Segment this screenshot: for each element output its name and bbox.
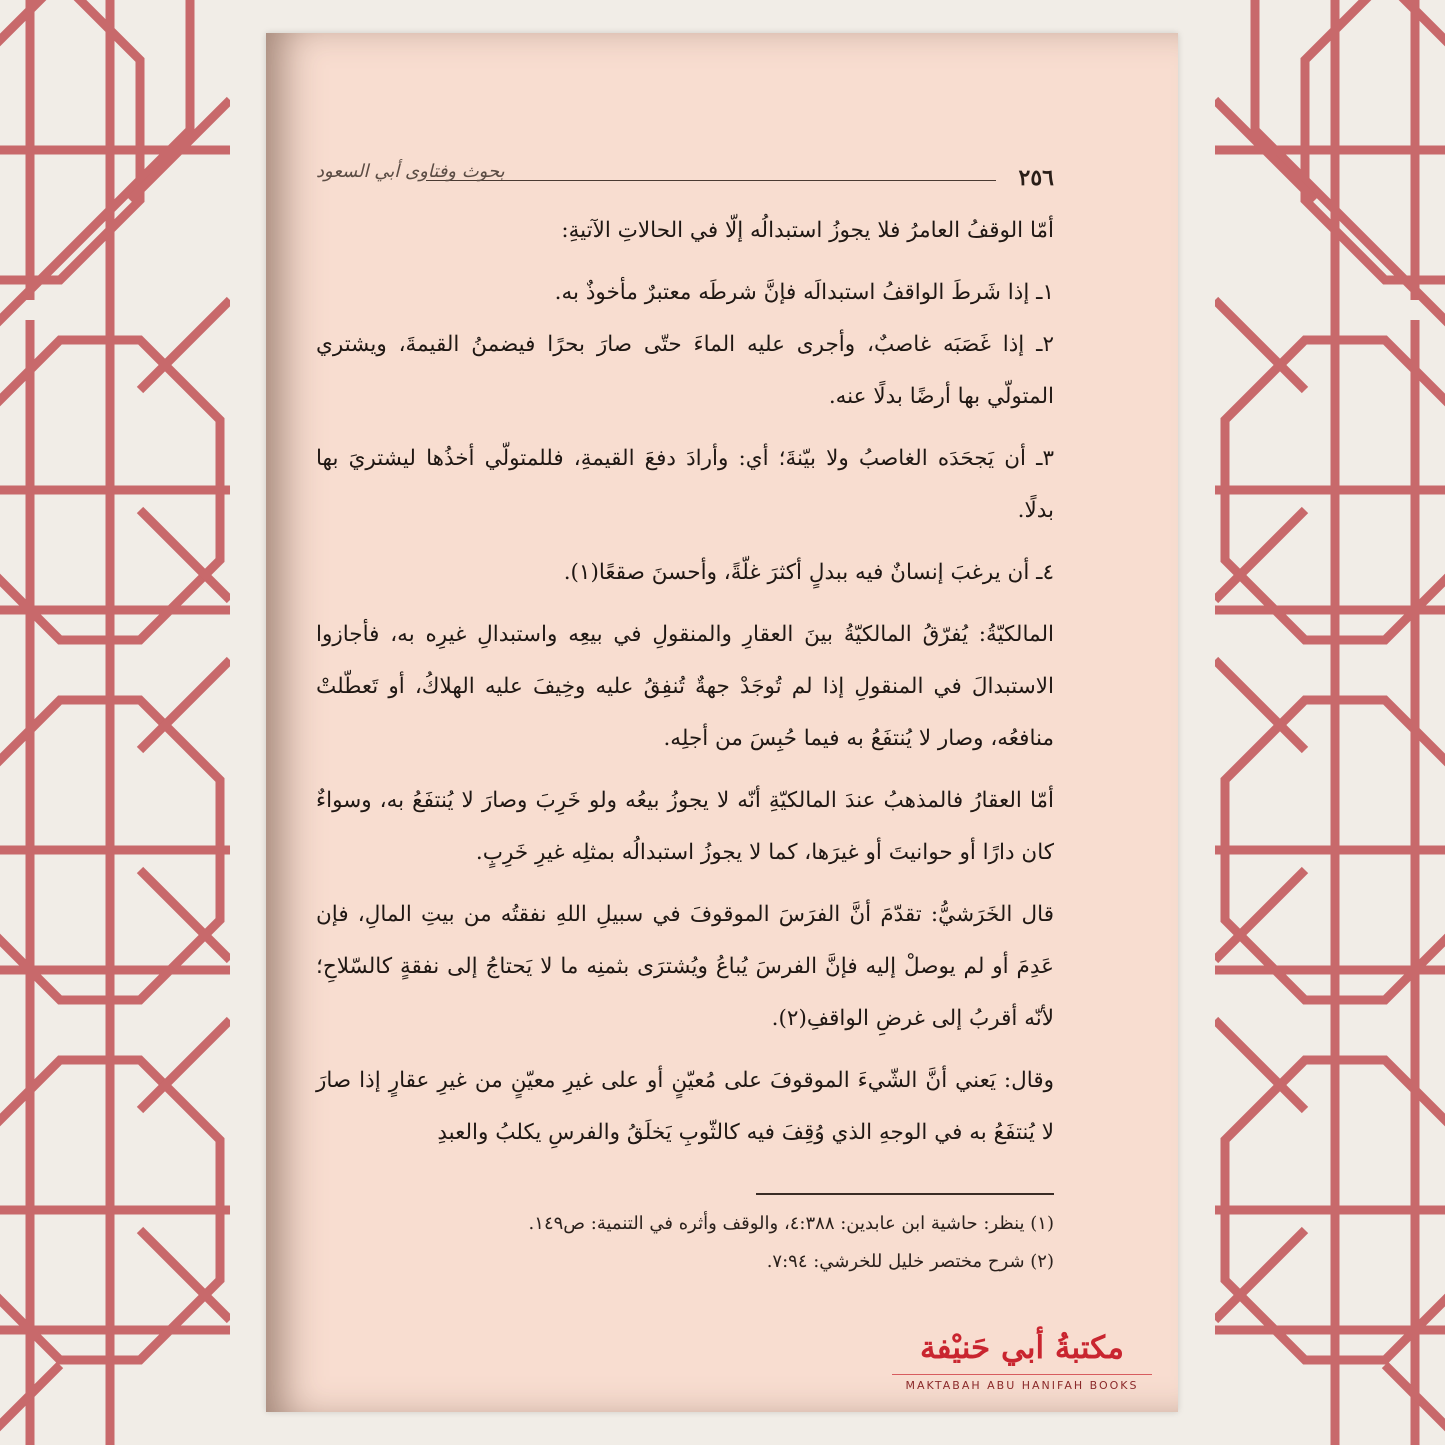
paragraph: ٢ـ إذا غَصَبَه غاصبٌ، وأجرى عليه الماءَ حتّى صارَ بحرًا فيضمنُ القيمةَ، ويشتري المتولّي بها أرضًا بدلًا عنه. (316, 332, 1054, 409)
running-title: بحوث وفتاوى أبي السعود (316, 161, 505, 182)
footnote-rule (756, 1193, 1054, 1195)
paragraph: وقال: يَعني أنَّ الشّيءَ الموقوفَ على مُعيّنٍ أو على غيرِ معيّنٍ من غيرِ عقارٍ إذا صارَ لا يُنتفَعُ به في الوجهِ الذي وُقِفَ فيه كالثّوبِ يَخلَقُ والفرسِ يكلبُ والعبدِ (316, 1068, 1054, 1145)
lattice-pattern-left (0, 0, 230, 1445)
footnote: (١) ينظر: حاشية ابن عابدين: ٤:٣٨٨، والوقف وأثره في التنمية: ص١٤٩. (528, 1213, 1054, 1234)
logo-english: MAKTABAH ABU HANIFAH BOOKS (905, 1379, 1139, 1392)
paragraph: ٤ـ أن يرغبَ إنسانٌ فيه ببدلٍ أكثرَ غلّةً، وأحسنَ صقعًا(١). (563, 560, 1054, 585)
paragraph: ٣ـ أن يَجحَدَه الغاصبُ ولا بيّنةَ؛ أي: وأرادَ دفعَ القيمةِ، فللمتولّي أخذُها ليشتريَ بها بدلًا. (316, 446, 1054, 523)
paragraph: المالكيّةُ: يُفرّقُ المالكيّةُ بينَ العقارِ والمنقولِ في بيعِه واستبدالِ غيرِه به، فأجازوا الاستبدالَ في المنقولِ إذا لم تُوجَدْ جهةٌ تُنفِقُ عليه وخِيفَ عليه الهلاكُ، أو تَعطّلتْ منافعُه، وصار لا يُنتفَعُ به فيما حُبِسَ من أجلِه. (316, 622, 1054, 751)
paragraph: أمّا العقارُ فالمذهبُ عندَ المالكيّةِ أنّه لا يجوزُ بيعُه ولو خَرِبَ وصارَ لا يُنتفَعُ به، وسواءٌ كان دارًا أو حوانيتَ أو غيرَها، كما لا يجوزُ استبدالُه بمثلِه غيرِ خَرِبٍ. (316, 788, 1054, 865)
body-text (316, 205, 1054, 1159)
publisher-logo (888, 1328, 1156, 1392)
book-page (266, 33, 1178, 1412)
header-rule (426, 180, 996, 181)
paragraph: ١ـ إذا شَرطَ الواقفُ استبدالَه فإنَّ شرطَه معتبرٌ مأخوذٌ به. (554, 280, 1054, 305)
lattice-pattern-right (1215, 0, 1445, 1445)
page-header (316, 161, 1054, 201)
footnote: (٢) شرح مختصر خليل للخرشي: ٧:٩٤. (766, 1251, 1054, 1272)
paragraph: قال الخَرَشيُّ: تقدّمَ أنَّ الفرَسَ الموقوفَ في سبيلِ اللهِ نفقتُه من بيتِ المالِ، فإن عَدِمَ أو لم يوصلْ إليه فإنَّ الفرسَ يُباعُ ويُشترَى بثمنِه ما لا يَحتاجُ إلى نفقةٍ كالسّلاحِ؛ لأنّه أقربُ إلى غرضِ الواقفِ(٢). (316, 902, 1054, 1031)
logo-divider (892, 1374, 1152, 1375)
page-number: ٢٥٦ (1018, 165, 1054, 191)
footnotes (316, 1205, 1054, 1281)
paragraph: أمّا الوقفُ العامرُ فلا يجوزُ استبدالُه إلّا في الحالاتِ الآتيةِ: (561, 218, 1054, 243)
logo-arabic: مكتبةُ أبي حَنيْفة (920, 1330, 1124, 1366)
